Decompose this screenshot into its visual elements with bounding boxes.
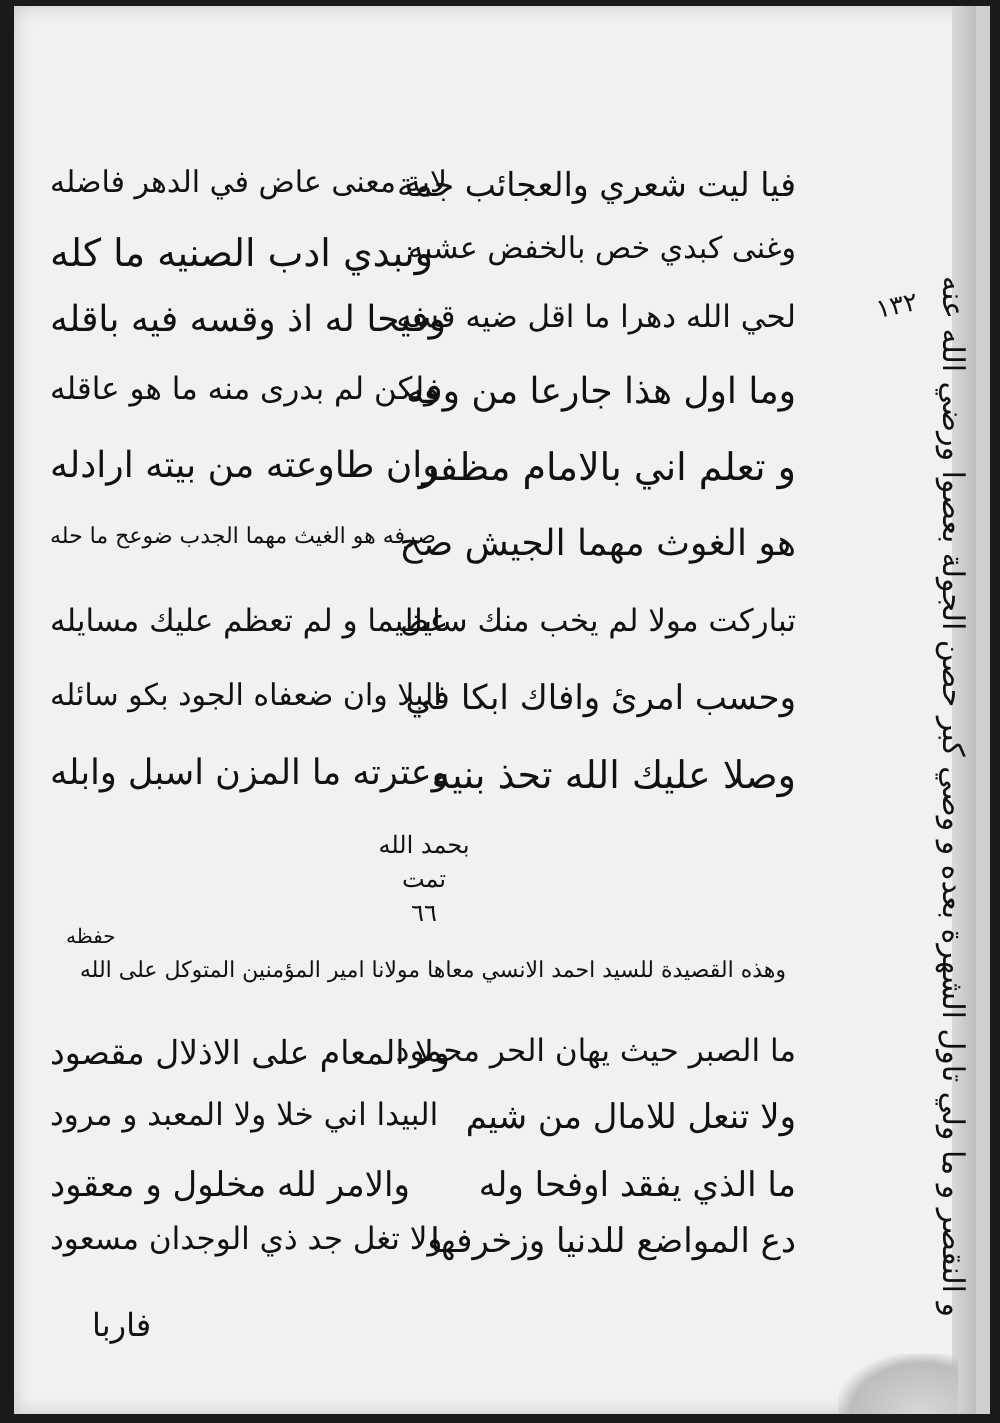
poem2-line-1-right: ما الصبر حيث يهان الحر محمود <box>395 1033 796 1069</box>
poem2-line-4-left: ولا تغل جد ذي الوجدان مسعود <box>50 1221 443 1257</box>
poem2-line-2-right: ولا تنعل للامال من شيم <box>465 1097 796 1137</box>
folio-number: ١٣٢ <box>873 286 921 326</box>
poem1-line-2-right: وغنى كبدي خص بالخفض عشبه <box>408 231 796 266</box>
poem2-line-3-right: ما الذي يفقد اوفحا وله <box>478 1165 796 1205</box>
poem2-line-3-left: والامر لله مخلول و معقود <box>50 1165 410 1205</box>
colophon-line-1: بحمد الله <box>378 831 470 859</box>
poem2-line-4-right: دع المواضع للدنيا وزخرفها <box>430 1221 796 1261</box>
colophon-number: ٦٦ <box>411 899 437 927</box>
poem1-line-3-left: وفيحا له اذ وقسه فيه باقله <box>50 299 446 340</box>
poem1-line-5-right: و تعلم اني بالامام مظفر <box>418 445 796 489</box>
manuscript-page <box>14 6 990 1414</box>
poem1-line-1-left: لاية معنى عاض في الدهر فاضله <box>50 165 448 200</box>
colophon-line-2: تمت <box>401 865 447 893</box>
thumb-shadow <box>838 1354 958 1414</box>
poem1-line-9-left: وعترته ما المزن اسبل وابله <box>50 753 449 793</box>
colophon <box>354 828 494 930</box>
poem1-line-5-left: وان طاوعته من بيته ارادله <box>50 445 440 486</box>
margin-note: و النقصر و ما ولي تاول الشهرة بعده و وصي كبر حصن الجولة بعصوا ورضي الله عنه <box>935 276 970 1318</box>
poem1-line-9-right: وصلا عليك الله تحذ بنيه <box>431 753 796 797</box>
poem1-line-4-left: ولكن لم بدرى منه ما هو عاقله <box>50 371 440 407</box>
poem1-line-4-right: وما اول هذا جارعا من وفه <box>406 371 796 412</box>
poem1-line-3-right: لحي الله دهرا ما اقل ضيه قسه <box>396 299 796 335</box>
poem1-line-8-left: البلا وان ضعفاه الجود بكو سائله <box>50 678 442 713</box>
poem2-line-1-left: ولا المعام على الاذلال مقصود <box>50 1033 450 1072</box>
poem1-line-7-right: تباركت مولا لم يخب منك سايل <box>400 603 796 639</box>
poem2-line-2-left: البيدا اني خلا ولا المعبد و مرود <box>50 1097 439 1133</box>
poem1-line-2-left: ونبدي ادب الصنيه ما كله <box>50 231 434 275</box>
catchword: فاربا <box>92 1306 152 1344</box>
poem1-line-6-left: صرفه هو الغيث مهما الجدب ضوعح ما حله <box>50 524 436 549</box>
poem1-line-8-right: وحسب امرئ وافاك ابكا في <box>405 678 796 718</box>
second-poem-heading: وهذه القصيدة للسيد احمد الانسي معاها مولانا امير المؤمنين المتوكل على الله <box>79 958 786 983</box>
poem1-line-6-right: هو الغوث مهما الجيش صح <box>399 523 796 564</box>
poem1-line-1-right: فيا ليت شعري والعجائب جمة <box>397 165 796 204</box>
poem1-line-7-left: عظيما و لم تعظم عليك مسايله <box>50 603 449 639</box>
heading-annotation: حفظه <box>66 924 116 948</box>
